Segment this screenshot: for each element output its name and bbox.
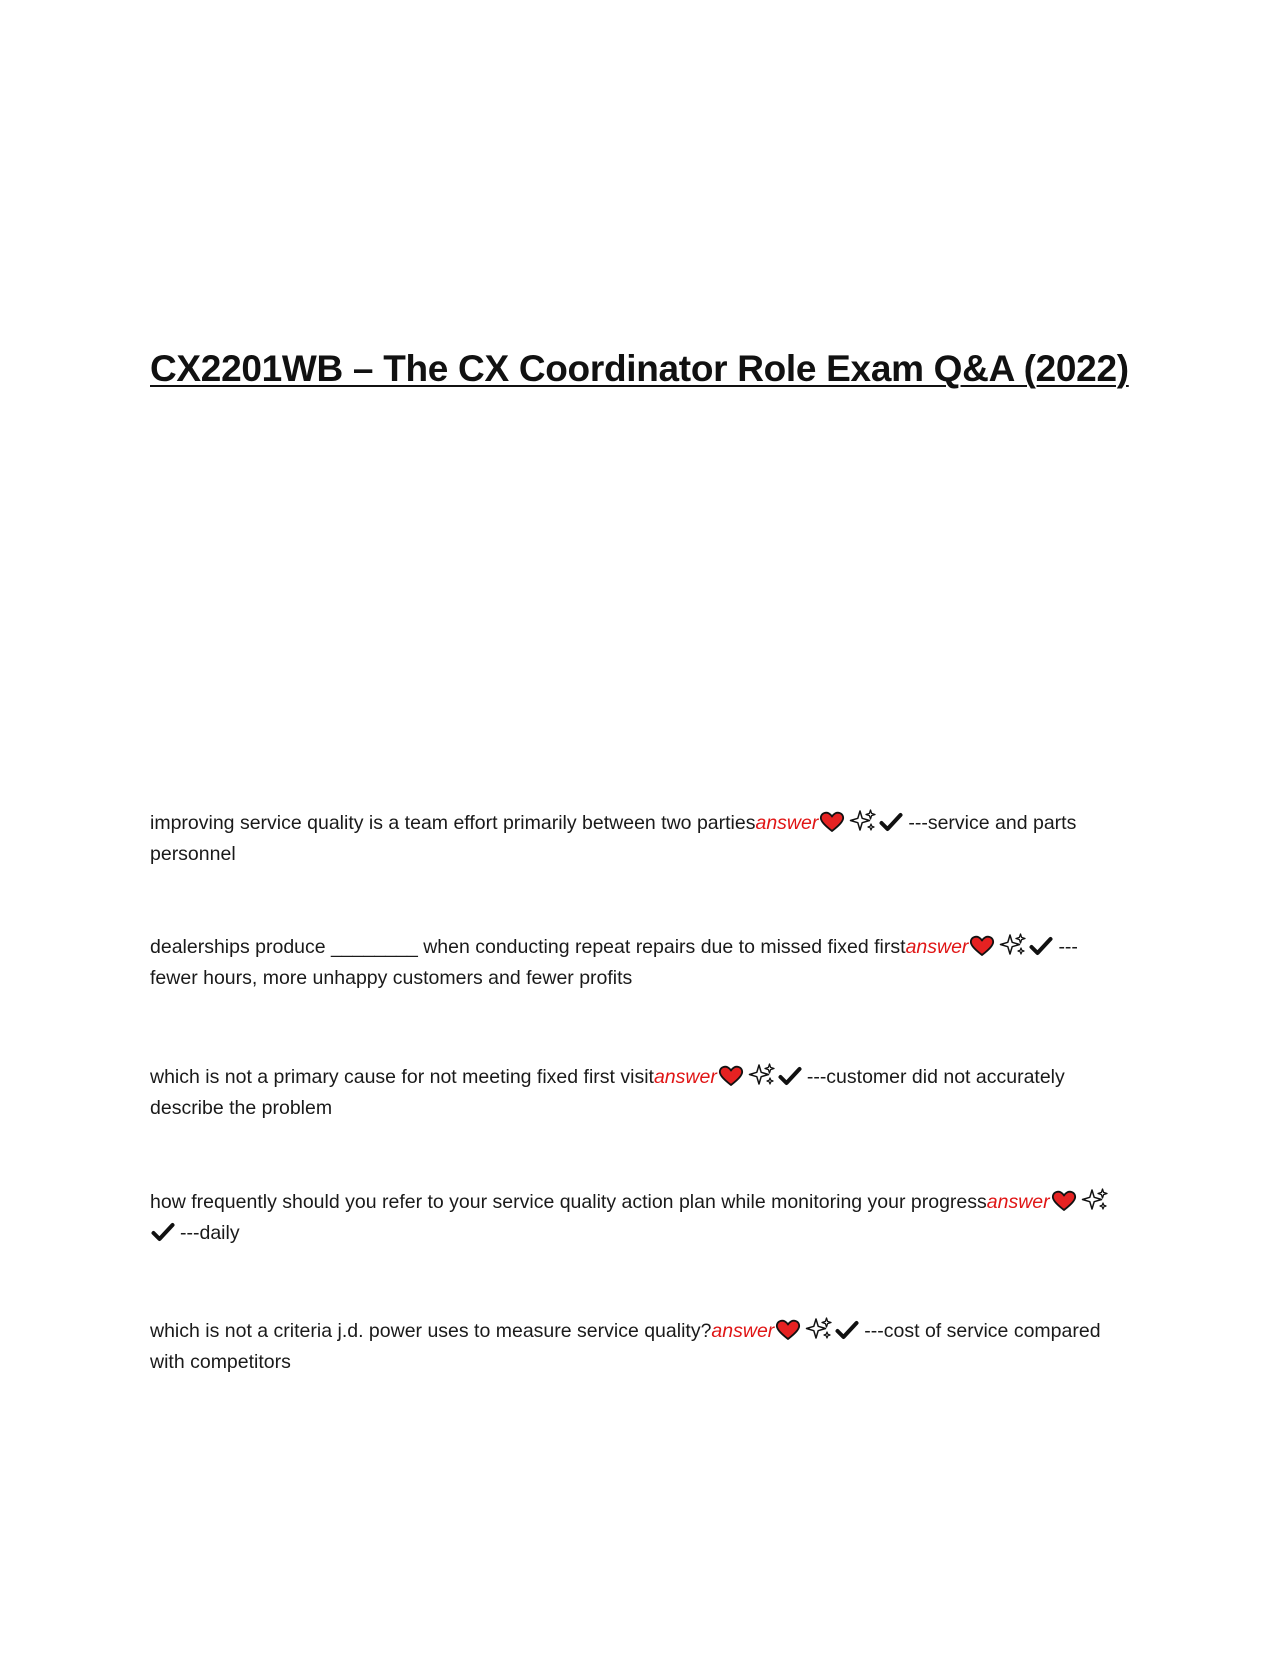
question-text: which is not a criteria j.d. power uses to measure service quality? [150, 1320, 712, 1342]
sparkle-icon [849, 809, 877, 833]
answer-label: answer [653, 1066, 717, 1088]
qa-item [150, 808, 1110, 870]
answer-label: answer [986, 1191, 1050, 1213]
sparkle-icon [1081, 1188, 1109, 1212]
sparkle-icon [805, 1317, 833, 1341]
heart-icon [718, 1065, 744, 1087]
answer-label: answer [755, 812, 819, 834]
answer-label: answer [905, 936, 969, 958]
heart-icon [969, 935, 995, 957]
question-text: improving service quality is a team effort primarily between two parties [150, 812, 756, 834]
answer-text: ---service and parts personnel [150, 812, 1077, 865]
qa-item [150, 1316, 1110, 1378]
answer-label: answer [711, 1320, 775, 1342]
heart-icon [1051, 1190, 1077, 1212]
question-text: dealerships produce ________ when conducting repeat repairs due to missed fixed first [150, 936, 906, 958]
answer-text: ---customer did not accurately describe the problem [150, 1066, 1065, 1119]
qa-item [150, 932, 1110, 994]
answer-text: ---fewer hours, more unhappy customers and fewer profits [150, 936, 1078, 989]
check-icon [835, 1319, 859, 1341]
check-icon [1029, 935, 1053, 957]
answer-text: ---daily [180, 1222, 240, 1244]
qa-item [150, 1062, 1110, 1124]
question-text: how frequently should you refer to your service quality action plan while monitoring your progress [150, 1191, 987, 1213]
check-icon [778, 1065, 802, 1087]
question-text: which is not a primary cause for not meeting fixed first visit [150, 1066, 654, 1088]
heart-icon [819, 811, 845, 833]
sparkle-icon [999, 933, 1027, 957]
answer-text: ---cost of service compared with competitors [150, 1320, 1101, 1373]
document-title: CX2201WB – The CX Coordinator Role Exam Q&A (2022) [150, 348, 1129, 389]
sparkle-icon [748, 1063, 776, 1087]
heart-icon [775, 1319, 801, 1341]
qa-item [150, 1187, 1110, 1249]
check-icon [879, 811, 903, 833]
check-icon [151, 1221, 175, 1243]
